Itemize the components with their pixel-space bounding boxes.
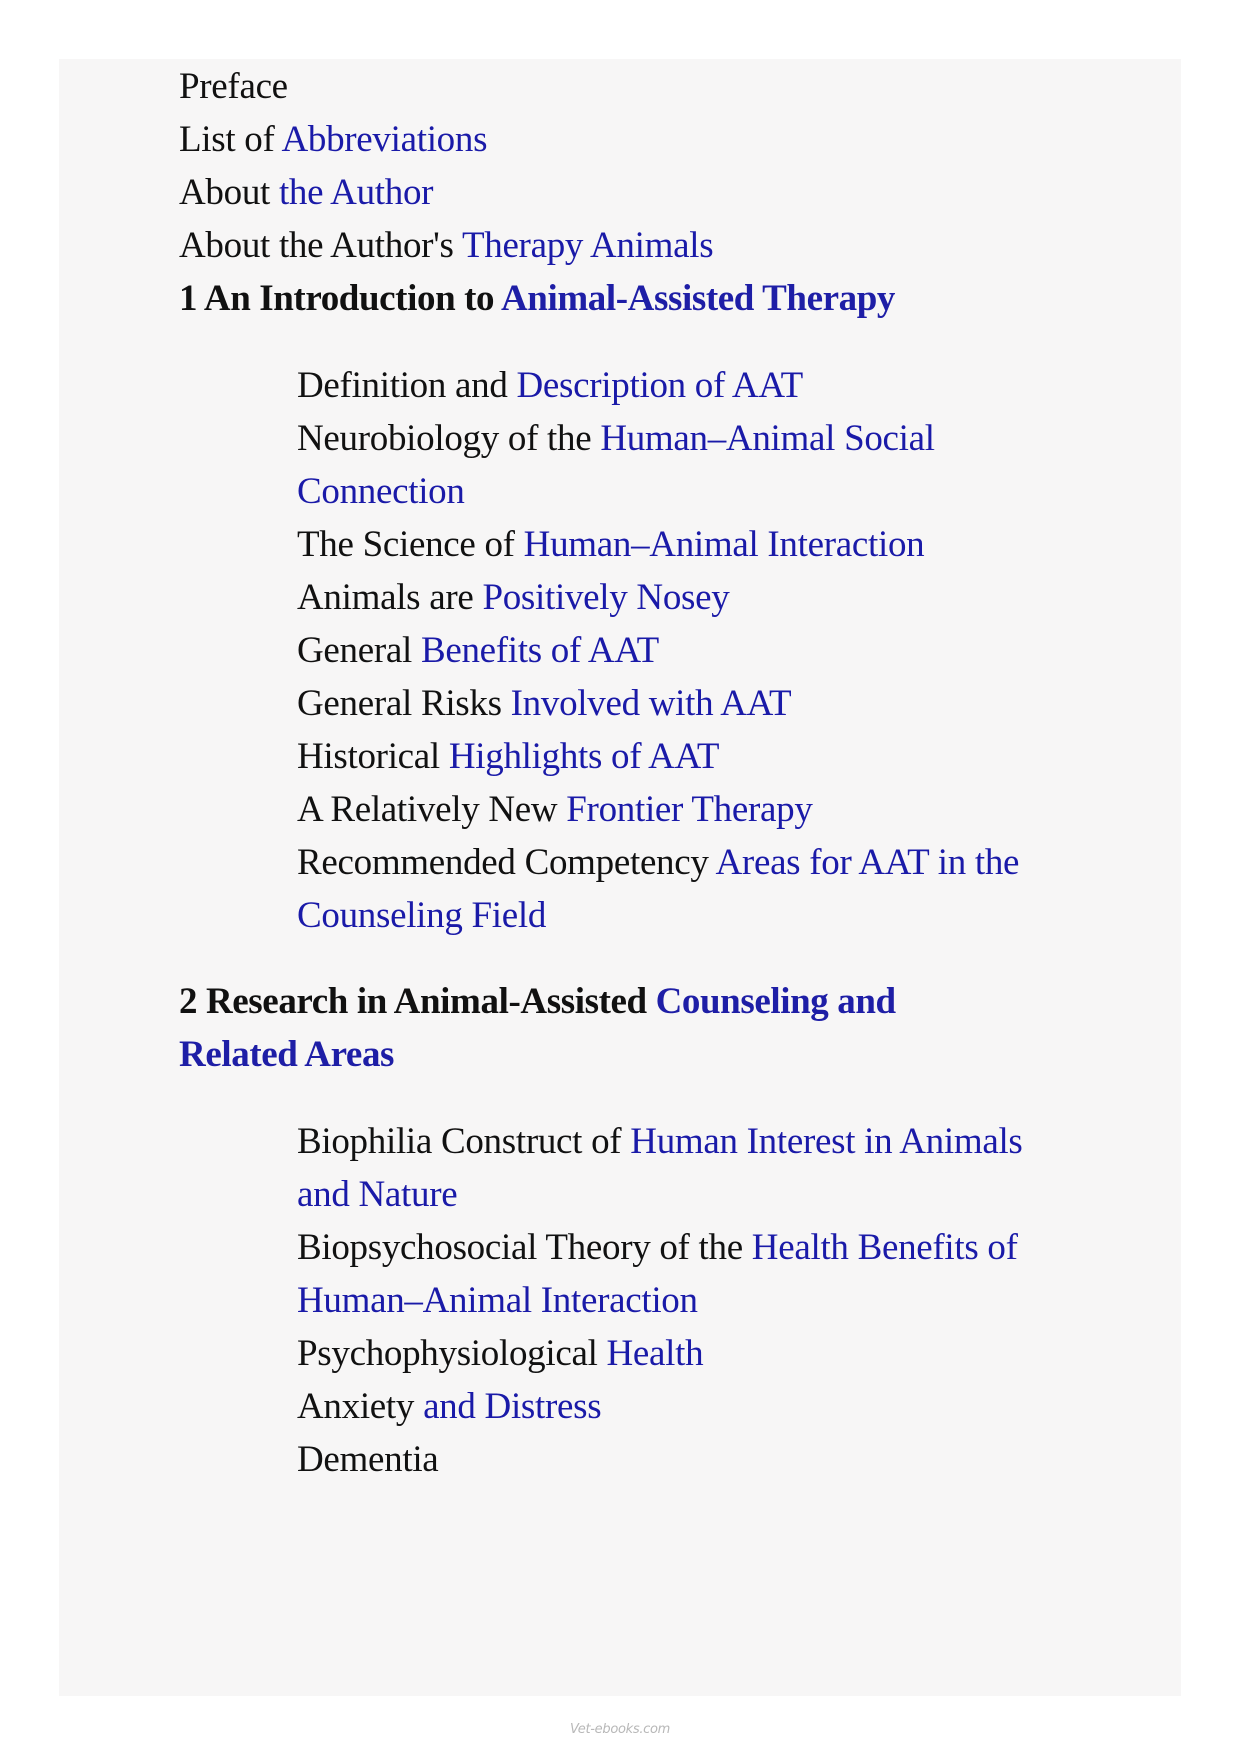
section-text: Psychophysiological xyxy=(297,1333,607,1374)
toc-section[interactable] xyxy=(297,1377,601,1436)
toc-section[interactable] xyxy=(297,886,546,945)
toc-entry-text: About the Author's xyxy=(179,225,462,266)
section-link: and Nature xyxy=(297,1174,458,1215)
toc-chapter-1-title[interactable] xyxy=(179,269,895,328)
section-text: Dementia xyxy=(297,1439,439,1480)
section-text: A Relatively New xyxy=(297,789,567,830)
toc-section[interactable] xyxy=(297,1165,457,1224)
toc-entry-link: Therapy Animals xyxy=(461,225,714,266)
section-link: Connection xyxy=(297,471,465,512)
toc-entry-abbreviations[interactable] xyxy=(179,110,487,169)
toc-entry-text: List of xyxy=(179,119,282,160)
section-link: Areas for AAT in the xyxy=(715,842,1020,883)
section-link: Frontier Therapy xyxy=(566,789,813,830)
toc-section[interactable] xyxy=(297,780,813,839)
section-text: General Risks xyxy=(297,683,511,724)
section-link: Benefits of AAT xyxy=(420,630,659,671)
toc-section[interactable] xyxy=(297,674,791,733)
toc-section[interactable] xyxy=(297,462,465,521)
section-text: Neurobiology of the xyxy=(297,418,601,459)
toc-section[interactable] xyxy=(297,1324,703,1383)
section-text: Animals are xyxy=(297,577,483,618)
toc-entry-text: About xyxy=(179,172,279,213)
section-link: Human Interest in Animals xyxy=(630,1121,1023,1162)
section-link: Human–Animal Interaction xyxy=(297,1280,698,1321)
toc-entry-therapy-animals[interactable] xyxy=(179,216,713,275)
watermark-logo: Vet-ebooks.com xyxy=(569,1722,671,1737)
section-link: Human–Animal Interaction xyxy=(523,524,925,565)
section-link: Health Benefits of xyxy=(751,1227,1018,1268)
section-link: Involved with AAT xyxy=(510,683,792,724)
chapter-title-link: Counseling and xyxy=(655,981,896,1022)
toc-section[interactable] xyxy=(297,1112,1023,1171)
toc-entry-link: Abbreviations xyxy=(281,119,488,160)
section-link: Health xyxy=(606,1333,704,1374)
toc-chapter-2-title-line2[interactable] xyxy=(179,1025,394,1084)
section-link: Positively Nosey xyxy=(482,577,730,618)
section-text: Definition and xyxy=(297,365,517,406)
toc-section[interactable] xyxy=(297,568,729,627)
section-text: Anxiety xyxy=(297,1386,424,1427)
toc-section[interactable] xyxy=(297,1271,698,1330)
section-text: The Science of xyxy=(297,524,524,565)
toc-section[interactable] xyxy=(297,727,719,786)
section-link: Human–Animal Social xyxy=(600,418,935,459)
toc-section[interactable] xyxy=(297,833,1019,892)
section-link: Highlights of AAT xyxy=(448,736,720,777)
section-link: Counseling Field xyxy=(297,895,547,936)
toc-section[interactable] xyxy=(297,621,659,680)
chapter-title-link: Animal-Assisted Therapy xyxy=(500,278,896,319)
toc-entry-link: the Author xyxy=(278,172,434,213)
section-text: General xyxy=(297,630,421,671)
toc-section[interactable] xyxy=(297,1218,1018,1277)
section-text: Recommended Competency xyxy=(297,842,716,883)
section-link: Description of AAT xyxy=(516,365,803,406)
toc-section[interactable] xyxy=(297,356,803,415)
chapter-title-text: 1 An Introduction to xyxy=(179,278,501,319)
section-text: Biopsychosocial Theory of the xyxy=(297,1227,752,1268)
document-page xyxy=(59,59,1181,1696)
toc-chapter-2-title[interactable] xyxy=(179,972,896,1031)
section-text: Historical xyxy=(297,736,449,777)
section-link: and Distress xyxy=(423,1386,602,1427)
toc-section[interactable] xyxy=(297,1430,438,1489)
toc-section[interactable] xyxy=(297,409,935,468)
toc-entry-preface[interactable] xyxy=(179,57,288,116)
toc-section[interactable] xyxy=(297,515,924,574)
toc-entry-text: Preface xyxy=(179,66,288,107)
chapter-title-text: 2 Research in Animal-Assisted xyxy=(179,981,656,1022)
chapter-title-link: Related Areas xyxy=(179,1034,395,1075)
section-text: Biophilia Construct of xyxy=(297,1121,631,1162)
toc-entry-about-author[interactable] xyxy=(179,163,433,222)
